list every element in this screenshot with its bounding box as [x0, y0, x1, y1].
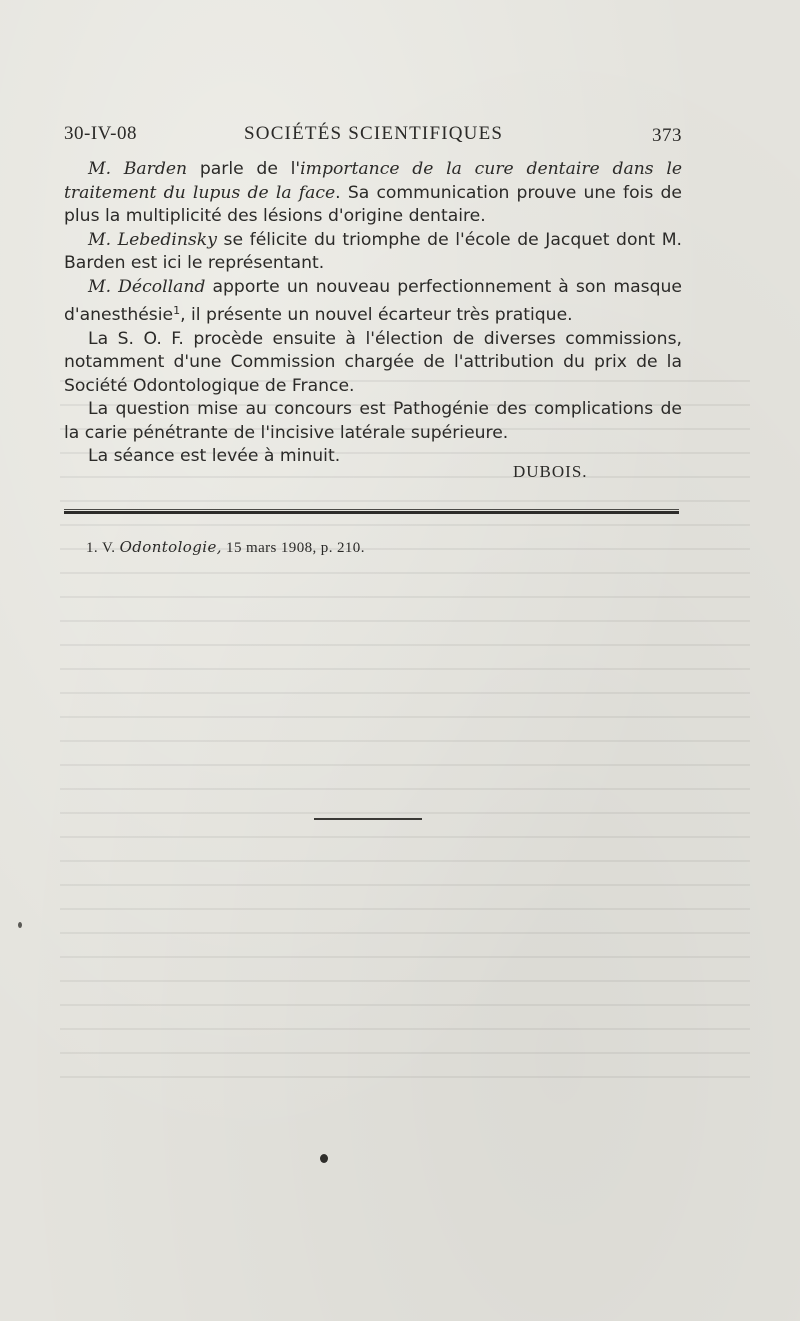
paragraph-text: parle de l': [187, 159, 301, 179]
paragraph-text: La S. O. F. procède ensuite à l'élection de diverses commissions, notamment d'une Commission chargée de l'attribution du prix de la Société Odontologique de France.: [64, 328, 682, 396]
ink-dot: [320, 1154, 328, 1163]
footnote-rule: [64, 511, 679, 514]
paragraph-text: . Sa communication prouve une fois de plus la multiplicité des lésions d'origine dentaire.: [64, 182, 682, 226]
signature: DUBOIS.: [513, 462, 588, 481]
speaker-name: M. Décolland: [88, 276, 206, 297]
speaker-name: M. Lebedinsky: [88, 229, 217, 250]
running-header: [64, 123, 682, 147]
ink-speck: [18, 922, 22, 928]
paragraph-text: La question mise au concours est Pathogénie des complications de la carie pénétrante de l'incisive latérale supérieure.: [64, 399, 682, 443]
header-title: SOCIÉTÉS SCIENTIFIQUES: [244, 123, 504, 144]
paragraph-text: se félicite du triomphe de l'école de Jacquet dont M. Barden est ici le représentant.: [64, 229, 682, 273]
footnote-number: 1.: [86, 540, 99, 556]
footnote: [86, 538, 365, 557]
footnote-reference[interactable]: 1: [173, 304, 181, 317]
paragraph-lebedinsky: [64, 229, 682, 276]
paragraph-elections: [64, 328, 682, 399]
paragraph-text: La séance est levée à minuit.: [88, 446, 341, 466]
footnote-journal: Odontologie,: [119, 538, 222, 556]
section-divider: [314, 818, 422, 820]
body-text: [64, 158, 682, 469]
paragraph-contest: [64, 398, 682, 445]
paragraph-text: , il présente un nouvel écarteur très pratique.: [180, 305, 573, 325]
paragraph-text: apporte un nouveau perfectionnement à son masque d'anesthésie: [64, 276, 682, 325]
paragraph-barden: [64, 158, 682, 229]
footnote-prefix: V.: [101, 540, 116, 556]
speaker-name: M. Barden: [88, 159, 188, 179]
footnote-rule-thin: [64, 509, 679, 510]
italic-phrase: importance de la cure dentaire dans le traitement du lupus de la face: [64, 159, 682, 203]
bleed-through-texture: [60, 380, 750, 1100]
page-number: 373: [652, 125, 682, 146]
paragraph-decolland: [64, 276, 682, 328]
paragraph-closing: [64, 445, 682, 469]
footnote-details: 15 mars 1908, p. 210.: [226, 540, 365, 556]
header-date: 30-IV-08: [64, 123, 137, 144]
